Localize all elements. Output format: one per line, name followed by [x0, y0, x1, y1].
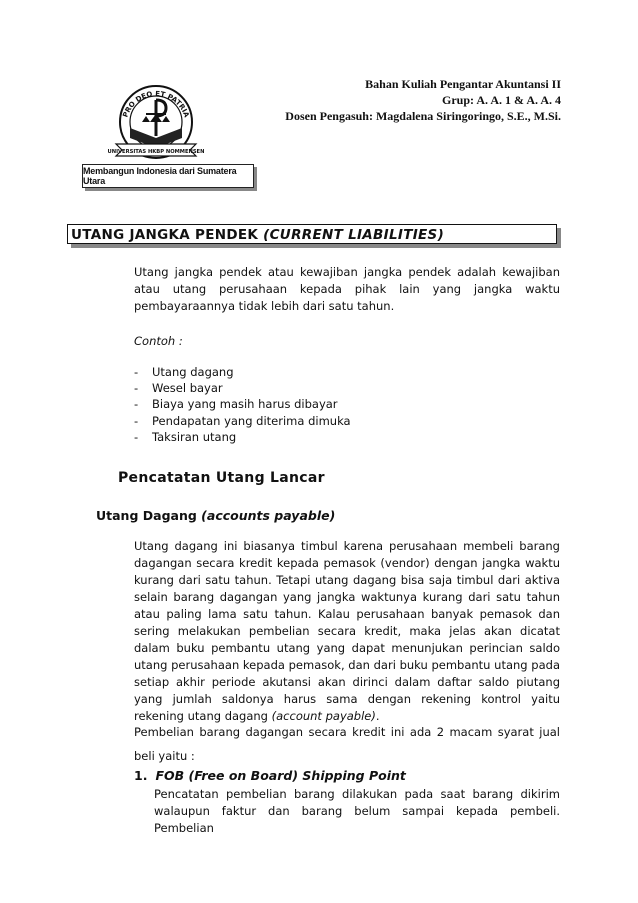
university-seal-icon — [108, 74, 204, 170]
list-item: - Utang dagang — [134, 365, 234, 379]
list-item: - Wesel bayar — [134, 381, 223, 396]
course-line: Bahan Kuliah Pengantar Akuntansi II — [365, 77, 561, 91]
sub-heading-italic: (accounts payable) — [201, 508, 336, 523]
title-italic: (CURRENT LIABILITIES) — [263, 227, 445, 243]
pembelian-paragraph: Pembelian barang dagangan secara kredit ini ada 2 macam syarat jual beli yaitu : — [134, 725, 560, 763]
list-item: - Pendapatan yang diterima dimuka — [134, 413, 351, 428]
logo-banner-text: UNIVERSITAS HKBP NOMMENSEN — [108, 149, 204, 155]
sub-heading-main: Utang Dagang — [96, 508, 197, 523]
section-heading: Pencatatan Utang Lancar — [118, 470, 325, 486]
group-line: Grup: A. A. 1 & A. A. 4 — [441, 93, 561, 107]
university-logo — [108, 74, 204, 170]
document-header — [285, 76, 561, 124]
intro-paragraph: Utang jangka pendek atau kewajiban jangka pendek adalah kewajiban atau utang perusahaan kepada pihak lain yang jangka waktu pembayaraannya tidak lebih dari satu tahun. — [134, 265, 560, 313]
sub-heading — [96, 508, 335, 523]
tagline-text: Membangun Indonesia dari Sumatera Utara — [83, 166, 237, 186]
logo-ring-text: PRO DEO ET PATRIA — [121, 89, 191, 119]
tagline-box — [82, 164, 254, 188]
page-title — [67, 224, 557, 244]
item-heading — [134, 768, 406, 783]
title-main: UTANG JANGKA PENDEK — [71, 227, 259, 243]
list-item: - Taksiran utang — [134, 429, 237, 444]
list-item: - Biaya yang masih harus dibayar — [134, 397, 338, 412]
item-paragraph: Pencatatan pembelian barang dilakukan pada saat barang dikirim walaupun faktur dan barang belum sampai kepada pembeli. Pembelian — [154, 787, 560, 835]
lecturer-line: Dosen Pengasuh: Magdalena Siringoringo, S.E., M.Si. — [285, 109, 561, 123]
utang-dagang-paragraph: Utang dagang ini biasanya timbul karena perusahaan membeli barang dagangan secara kredit kepada pemasok (vendor) dengan jangka waktu kurang dari satu tahun. Tetapi utang dagang bisa saja timbul dari aktiva selain barang dagangan yang jangka waktunya kurang dari satu tahun atau paling lama satu tahun. Kalau perusahaan banyak pemasok dan sering melakukan pembelian secara kredit, maka jelas akan dicatat dalam buku pembantu utang yang dapat menunjukan perincian saldo utang perusahaan kepada pemasok, dan dari buku pembantu utang pada setiap akhir periode akutansi akan dirinci dalam daftar saldo piutang yang jumlah saldonya harus sama dengan rekening kontrol yaitu rekening utang dagang (account payable). — [134, 539, 560, 723]
item-heading-text: FOB (Free on Board) Shipping Point — [155, 768, 406, 783]
contoh-label: Contoh : — [134, 334, 183, 348]
item-number: 1. — [134, 768, 148, 783]
examples-list — [134, 364, 351, 445]
